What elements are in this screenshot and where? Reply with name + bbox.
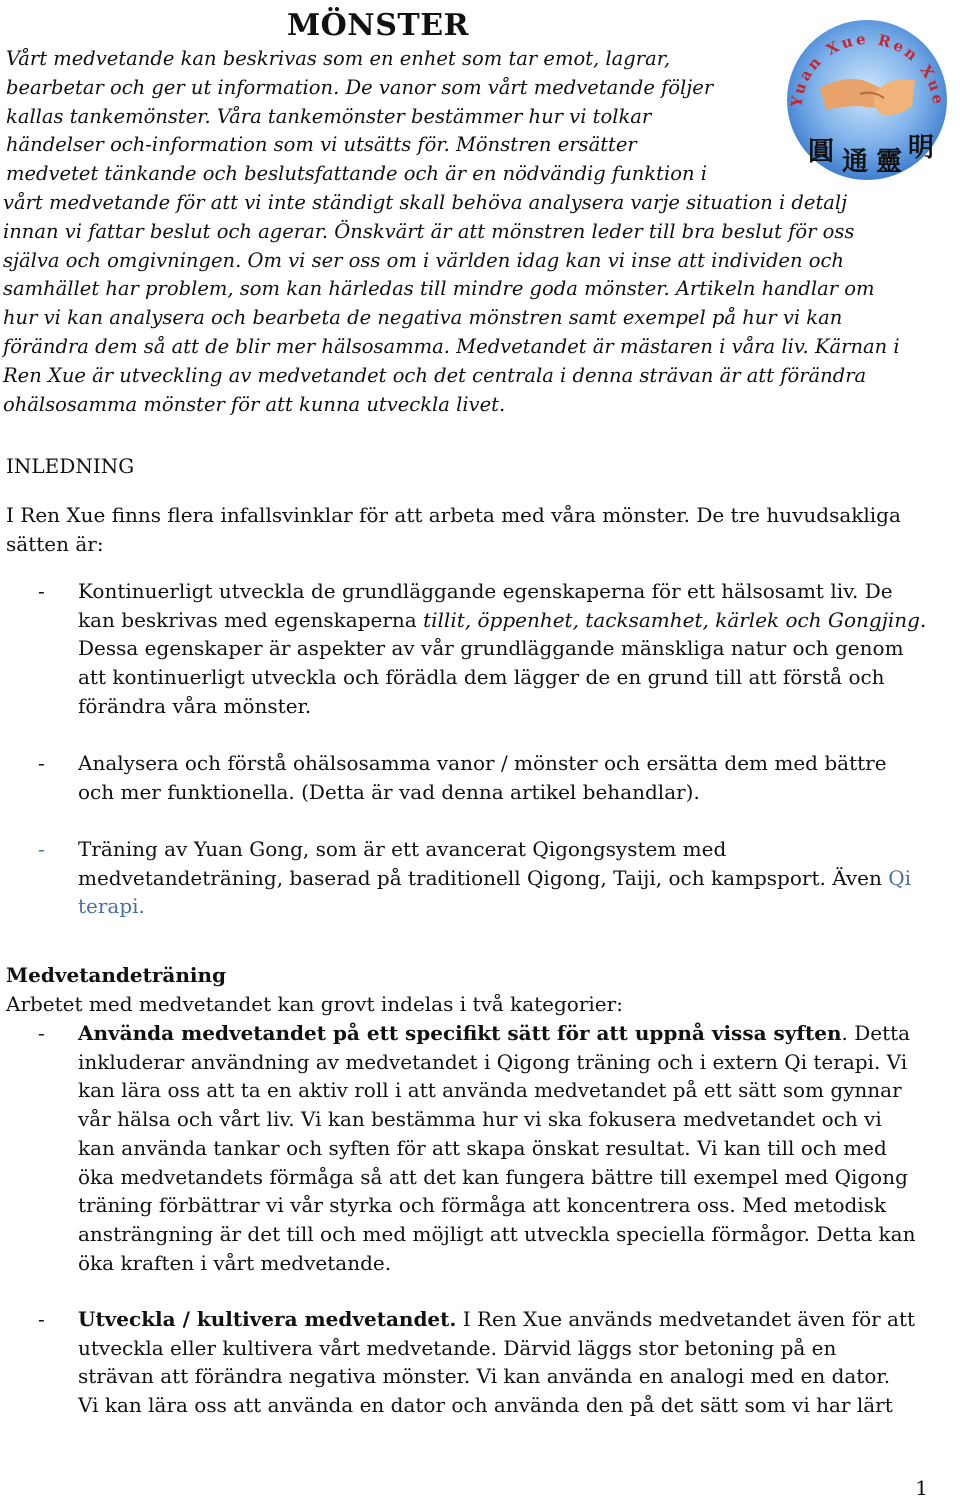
abstract-line: innan vi fattar beslut och agerar. Önskvärt är att mönstren leder till bra beslut för oss [3, 219, 855, 243]
bullet-line: träning förbättrar vi vår styrka och förmåga att koncentrera oss. Med metodisk [78, 1193, 887, 1218]
abstract-line: Ren Xue är utveckling av medvetandet och det centrala i denna strävan är att förändra [3, 363, 867, 387]
bullet-line: medvetandeträning, baserad på traditionell Qigong, Taiji, och kampsport. Även Qi [78, 865, 912, 890]
bullet-line: Träning av Yuan Gong, som är ett avancerat Qigongsystem med [78, 837, 727, 861]
abstract-line: samhället har problem, som kan härledas till mindre goda mönster. Artikeln handlar om [3, 277, 875, 301]
bullet-dash: - [38, 1307, 45, 1331]
abstract-line: medvetet tänkande och beslutsfattande och är en nödvändig funktion i [6, 162, 707, 186]
page-number: 1 [915, 1476, 928, 1500]
bullet-line: kan använda tankar och syften för att skapa önskat resultat. Vi kan till och med [78, 1135, 887, 1160]
logo-char-2: 通 [842, 147, 869, 177]
bullet-line: Dessa egenskaper är aspekter av vår grundläggande mänskliga natur och genom [78, 636, 904, 661]
bullet-line: förändra våra mönster. [78, 693, 312, 718]
bullet-line: och mer funktionella. (Detta är vad denna artikel behandlar). [78, 779, 700, 804]
abstract-line: hur vi kan analysera och bearbeta de negativa mönstren samt exempel på hur vi kan [3, 306, 843, 330]
logo-char-1: 圓 [808, 137, 835, 167]
bullet-line: Vi kan lära oss att använda en dator och använda den på det sätt som vi har lärt [78, 1393, 893, 1418]
medvetande-intro: Arbetet med medvetandet kan grovt indelas i två kategorier: [6, 992, 623, 1016]
abstract-line: vårt medvetande för att vi inte ständigt skall behöva analysera varje situation i detalj [3, 190, 848, 214]
bold-lead: Utveckla / kultivera medvetandet. [78, 1307, 457, 1331]
bullet-line: kan beskrivas med egenskaperna tillit, öppenhet, tacksamhet, kärlek och Gongjing. [78, 607, 927, 632]
intro-line: I Ren Xue finns flera infallsvinklar för att arbeta med våra mönster. De tre huvudsakliga [6, 503, 901, 527]
bold-lead: Använda medvetandet på ett specifikt sätt för att uppnå vissa syften [78, 1021, 842, 1045]
qi-terapi-link[interactable]: Qi [888, 865, 912, 890]
abstract [3, 45, 936, 419]
abstract-line: kallas tankemönster. Våra tankemönster bestämmer hur vi tolkar [6, 104, 652, 128]
bullet-line: Kontinuerligt utveckla de grundläggande egenskaperna för ett hälsosamt liv. De [78, 579, 893, 603]
bullet-line: inkluderar användning av medvetandet i Qigong träning och i extern Qi terapi. Vi [78, 1049, 908, 1074]
bullet-line: strävan att förändra negativa mönster. Vi kan använda en analogi med en dator. [78, 1364, 891, 1389]
logo-char-4: 明 [908, 133, 935, 163]
bullet-line: utveckla eller kultivera vårt medvetande. Därvid läggs stor betoning på en [78, 1335, 837, 1360]
bullet-dash: - [38, 1021, 45, 1045]
abstract-line: ohälsosamma mönster för att kunna utveckla livet. [3, 392, 506, 416]
bullet-line: kan lära oss att ta en aktiv roll i att använda medvetandet på ett sätt som gynnar [78, 1078, 902, 1103]
abstract-line: själva och omgivningen. Om vi ser oss om i världen idag kan vi inse att individen och [3, 248, 844, 272]
bullet-dash: - [38, 837, 45, 861]
section-heading-inledning: INLEDNING [6, 454, 135, 478]
abstract-line: bearbetar och ger ut information. De vanor som vårt medvetande följer [6, 75, 714, 99]
section-heading-medvetande: Medvetandeträning [6, 963, 227, 987]
italic-qualities: tillit, öppenhet, tacksamhet, kärlek och Gongjing. [423, 607, 927, 632]
bullet-line: öka medvetandets förmåga så att det kan fungera bättre till exempel med Qigong [78, 1164, 908, 1189]
bullet-line: ansträngning är det till och med möjligt att utveckla speciella förmågor. Detta kan [78, 1221, 916, 1246]
logo-arc-text: Yuan Xue Ren Xue [787, 29, 948, 108]
abstract-line: förändra dem så att de blir mer hälsosamma. Medvetandet är mästaren i våra liv. Kärnan i [3, 334, 900, 358]
bullet-line: Analysera och förstå ohälsosamma vanor / mönster och ersätta dem med bättre [78, 751, 887, 775]
page-title: MÖNSTER [286, 8, 470, 43]
intro-line: sätten är: [6, 532, 104, 556]
bullet-text [78, 577, 938, 721]
bullet-dash: - [38, 751, 45, 775]
qi-terapi-link[interactable]: terapi. [78, 894, 145, 919]
bullet-line: öka kraften i vårt medvetande. [78, 1250, 392, 1275]
bullet-text [78, 835, 938, 921]
logo-char-3: 靈 [876, 147, 903, 177]
bullet-text [78, 749, 938, 806]
abstract-line: händelser och-information som vi utsätts för. Mönstren ersätter [6, 133, 637, 157]
abstract-line: Vårt medvetande kan beskrivas som en enhet som tar emot, lagrar, [6, 47, 671, 70]
bullet-line: att kontinuerligt utveckla och förädla dem lägger de en grund till att förstå och [78, 665, 885, 690]
bullet-line: Utveckla / kultivera medvetandet. I Ren Xue används medvetandet även för att [78, 1307, 916, 1331]
bullet-text [78, 1305, 938, 1420]
bullet-line: vår hälsa och vårt liv. Vi kan bestämma hur vi ska fokusera medvetandet och vi [78, 1107, 882, 1132]
bullet-text [78, 1019, 938, 1277]
bullet-line: Använda medvetandet på ett specifikt sätt för att uppnå vissa syften. Detta [78, 1021, 911, 1045]
bullet-dash: - [38, 579, 45, 603]
